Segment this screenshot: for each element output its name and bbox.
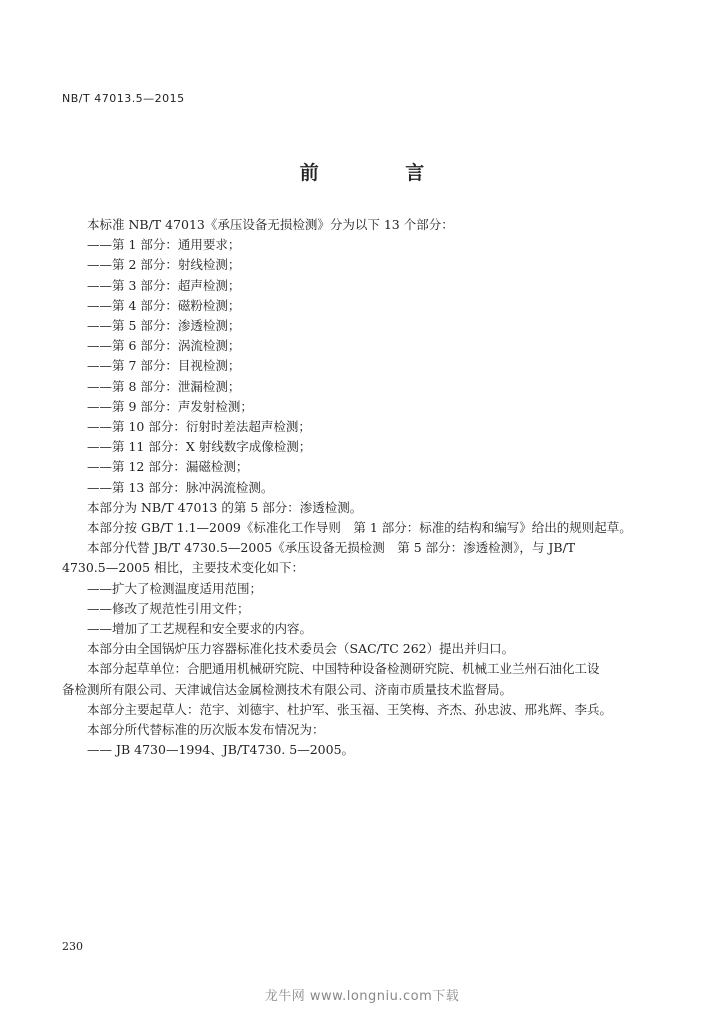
page-title: 前 言 [299, 162, 465, 184]
part-item: ——第 8 部分：泄漏检测； [87, 378, 241, 394]
part-item: ——第 7 部分：目视检测； [87, 358, 241, 374]
drafters-paragraph: 本部分主要起草人：范宇、刘德宇、杜护军、张玉福、王笑梅、齐杰、孙忠波、邢兆辉、李兵。 [87, 701, 613, 717]
part-item: ——第 11 部分：X 射线数字成像检测； [87, 439, 312, 455]
part-item: ——第 1 部分：通用要求； [87, 237, 241, 253]
change-item: ——扩大了检测温度适用范围； [87, 580, 263, 596]
part-item: ——第 3 部分：超声检测； [87, 277, 241, 293]
part-item: ——第 9 部分：声发射检测； [87, 398, 253, 414]
drafting-units-line1: 本部分起草单位：合肥通用机械研究院、中国特种设备检测研究院、机械工业兰州石油化工设 [87, 661, 600, 677]
part-item: ——第 6 部分：涡流检测； [87, 338, 241, 354]
part-item: ——第 10 部分：衍射时差法超声检测； [87, 419, 311, 435]
proposed-by-paragraph: 本部分由全国锅炉压力容器标准化技术委员会（SAC/TC 262）提出并归口。 [87, 641, 515, 657]
history-item: —— JB 4730—1994、JB/T4730. 5—2005。 [87, 742, 355, 758]
standard-code: NB/T 47013.5—2015 [62, 92, 185, 105]
drafting-units-line2: 备检测所有限公司、天津诚信达金属检测技术有限公司、济南市质量技术监督局。 [62, 681, 513, 697]
part-item: ——第 4 部分：磁粉检测； [87, 297, 241, 313]
page-number: 230 [62, 940, 83, 953]
replacement-paragraph-line2: 4730.5—2005 相比，主要技术变化如下： [62, 560, 305, 576]
history-paragraph: 本部分所代替标准的历次版本发布情况为： [87, 722, 325, 738]
part-item: ——第 5 部分：渗透检测； [87, 318, 241, 334]
intro-paragraph: 本标准 NB/T 47013《承压设备无损检测》分为以下 13 个部分： [87, 217, 454, 232]
change-item: ——修改了规范性引用文件； [87, 600, 250, 616]
change-item: ——增加了工艺规程和安全要求的内容。 [87, 621, 313, 637]
replacement-paragraph-line1: 本部分代替 JB/T 4730.5—2005《承压设备无损检测 第 5 部分：渗透检测》，与 JB/T [87, 540, 576, 556]
download-watermark: 龙牛网 www.longniu.com下载 [264, 989, 460, 1004]
part-item: ——第 2 部分：射线检测； [87, 257, 241, 273]
part-item: ——第 13 部分：脉冲涡流检测。 [87, 479, 274, 495]
drafting-rules-paragraph: 本部分按 GB/T 1.1—2009《标准化工作导则 第 1 部分：标准的结构和编写》给出的规则起草。 [87, 520, 632, 536]
part-statement: 本部分为 NB/T 47013 的第 5 部分：渗透检测。 [87, 499, 363, 515]
part-item: ——第 12 部分：漏磁检测； [87, 459, 249, 475]
foreword-body [62, 215, 672, 760]
